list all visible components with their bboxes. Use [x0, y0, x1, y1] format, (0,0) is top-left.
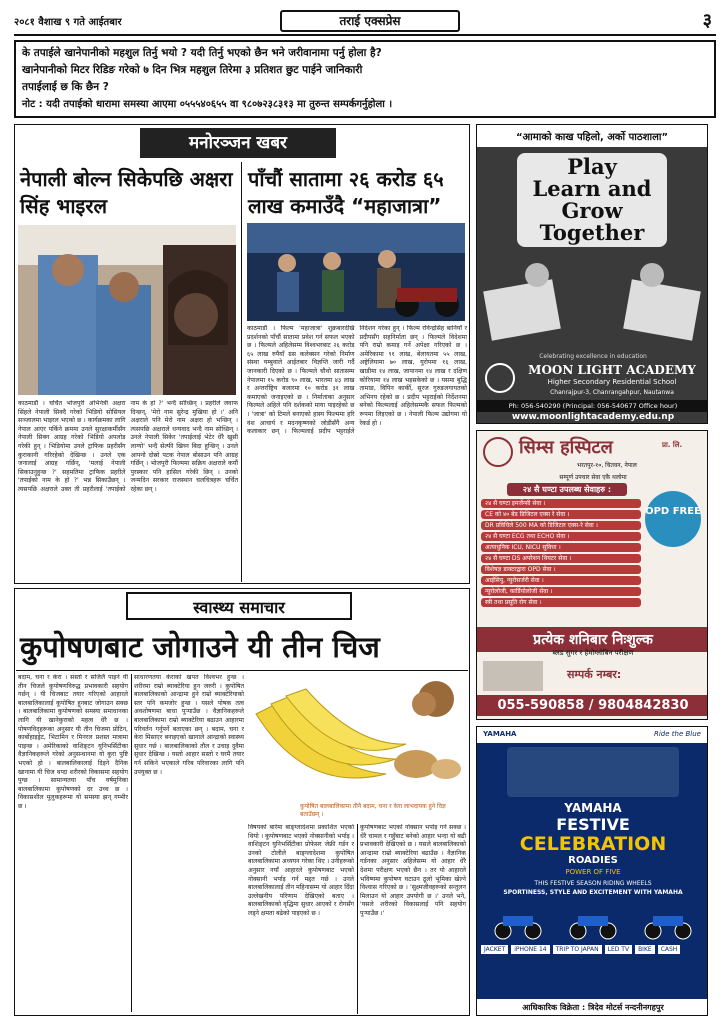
hospital-ad: [476, 430, 708, 720]
service-item: २४ सै घण्टा DS अपरेशन थियटर सेवा ।: [481, 554, 641, 563]
page-header: [14, 8, 716, 36]
prize-item: BIKE: [635, 945, 655, 954]
school-ribbon: Celebrating excellence in education: [539, 353, 647, 360]
yamaha-line3: CELEBRATION: [519, 833, 667, 855]
yamaha-tagline: Ride the Blue: [654, 730, 701, 738]
hospital-contact: 055-590858 / 9804842830: [477, 695, 708, 716]
school-name: MOON LIGHT ACADEMY: [528, 363, 696, 377]
service-item: २४ सै घण्टा इमर्जेन्सी सेवा ।: [481, 499, 641, 508]
service-item: CE को ४० बेड डिजिटल एक्स रे सेवा ।: [481, 510, 641, 519]
hospital-service-list: [481, 497, 641, 609]
story1-body: काठमाडौं । चर्चित भोजपुरी अभिनेत्री अक्षरा सिंहले नेपाली सिक्दै गरेको भिडियो सोसियल सञ्जालमा भाइरल भएको छ । कार्यक्रमका लागि नेपाल आएर पर्किने क्रममा उनले सुरक्षाकर्मीसँग नेपाली सिक्न आग्रह गरेको भिडियो अपलोड गरेकी हुन् । भिडियोमा उनले ट्राफिक प्रहरीसँग कुराकानी गरिरहेको देखिन्छ । उनले एक जनालाई आग्रह गर्छिन्, 'मलाई नेपाली सिकाउनुहुन्छ ?' सहमतिमा ट्राफिक प्रहरीले 'तपाईको नाम के हो ?' भन्न सिकाउँछन् । त्यसपछि अक्षराले उक्त ती प्रहरीलाई 'तपाईको नाम के हो ?' भन्दै सोध्छिन् । प्रहरीले जवाफ दिन्छन्, 'मेरो नाम सुरेन्द्र मुखिया हो ।' अनि अक्षराले पनि मेरो नाम अक्षरा हो भन्छिन् । त्यसपछि अक्षराले धन्यवाद भन्दै नाम सोध्छिन् । उनले नेपाली सिकेर 'तपाईलाई भेटेर धेरै खुसी लाग्यो' भन्दै सेल्फी खिच्न बिदा हुन्छिन् । उनले आफ्नो दोस्रो पटक नेपाल बोसाउन पनि आग्रह गर्छिन् । भोजपुरी फिल्ममा सक्रिय अक्षराले कयौं पुरस्कार पनि हासिल गरेकी छिन् । उनको जन्मदिन सरकार राजस्थान चलचित्रहरू चर्चित रहेका छन् ।: [18, 400, 238, 493]
hospital-offer-sub: ब्लड सुगर र हेमोग्लोबिन परीक्षण: [552, 649, 634, 657]
column-divider: [131, 674, 132, 1012]
prize-item: iPHONE 14: [511, 945, 549, 954]
yamaha-line4: ROADIES: [568, 855, 618, 866]
hospital-offer: प्रत्येक शनिबार निःशुल्क: [477, 627, 708, 652]
health-section-title: स्वास्थ्य समाचार: [126, 592, 352, 620]
banana-nut-photo: [246, 674, 466, 802]
hospital-suffix: प्रा. लि.: [662, 441, 683, 449]
yamaha-line5: POWER OF FIVE: [565, 868, 621, 876]
school-illustration: [477, 255, 708, 355]
school-logo: [485, 363, 515, 393]
headline-rule: [16, 670, 468, 671]
hospital-photo: [483, 661, 543, 691]
school-address: Chanrajpur-3, Chanrangahpur, Nautanwa: [550, 389, 674, 396]
yamaha-sub: THIS FESTIVE SEASON RIDING WHEELS: [534, 880, 652, 887]
prize-strip: [481, 945, 705, 954]
yamaha-footer: आधिकारिक विक्रेता : त्रिदेव मोटर्स नन्दनीनगहपुर: [477, 999, 708, 1016]
yamaha-sub2: SPORTINESS, STYLE AND EXCITEMENT WITH YAMAHA: [503, 889, 683, 896]
school-phone: Ph: 056-540290 (Principal: 056-540677 Office hour): [477, 400, 708, 412]
school-ad: [476, 124, 708, 424]
story2-headline: पाँचौं सातामा २६ करोड ६५ लाख कमाउँदै “महाजात्रा”: [248, 167, 444, 218]
photo-caption: कुपोषित बालबालिकामा तीनै बदाम, चना र केरा लाभदायक हुने विज्ञ बताउँछन् ।: [300, 803, 446, 818]
hospital-intro: सम्पूर्ण उपचार सेवा एकै थलोमा: [559, 474, 627, 481]
column-divider: [357, 824, 358, 1014]
prize-item: CASH: [658, 945, 681, 954]
yamaha-brand: YAMAHA: [483, 730, 517, 738]
newspaper-title: तराई एक्सप्रेस: [280, 10, 460, 32]
prize-item: TRIP TO JAPAN: [553, 945, 602, 954]
service-item: विशेषज्ञ डाक्टरद्वारा OPD सेवा ।: [481, 565, 641, 574]
school-slogan: [517, 153, 667, 247]
health-headline: कुपोषणबाट जोगाउने यी तीन चिज: [20, 630, 380, 664]
service-item: २४ सै घण्टा ECG तथा ECHO सेवा ।: [481, 532, 641, 541]
notice-line-2: खानेपानीको मिटर रिडिङ गरेको ७ दिन भित्र महशुल तिरेमा ३ प्रतिशत छुट पाईने जानिकारी: [22, 64, 363, 76]
bikes-illustration: [483, 901, 703, 941]
school-tagline: “आमाको काख पहिलो, अर्को पाठशाला”: [477, 125, 707, 147]
service-item: अत्याधुनिक ICU, NICU सुविधा ।: [481, 543, 641, 552]
service-item: DR प्रविधिले 500 MA को डिजिटल एक्स-रे सेवा ।: [481, 521, 641, 530]
health-col4: कुपोषणबाट भएको नोक्सान भर्पाइ गर्न सक्छ । धेरै चामल र गहुँबाट बनेको आहार भन्दा यो बढी प्रभावकारी देखिएको छ । यसले बालबालिकाको आन्द्रामा राम्रो ब्याक्टेरिया बढाउँछ । वैज्ञानिक गर्डनका अनुसार अहिलेसम्म यो आहार धेरै देशमा परीक्षण भएको छैन । तर यो आहारले भविष्यमा कुपोषण घटाउन ठूलो भूमिका खेल्ने विश्वास गरिएको छ । 'सुक्ष्मजीवहरूको सन्तुलन मिलाउन यो आहार उपयोगी छ ।' उनले भने, 'यसले शरीरको विकासलाई पनि सहयोग पुर्‍याउँछ ।': [360, 824, 466, 917]
issue-date: २०८१ वैशाख ९ गते आईतबार: [14, 17, 122, 28]
mahajatra-photo: [247, 223, 465, 321]
hospital-services-title: २४ सै घण्टा उपलब्ध सेवाहरु :: [507, 483, 627, 496]
service-item: न्युरोलोजी, कार्डियोलोजी सेवा ।: [481, 587, 641, 596]
yamaha-ad: [476, 726, 708, 1016]
notice-line-1: के तपाईले खानेपानीको महशुल तिर्नु भयो ? यदी तिर्नु भएको छैन भने जरीवानामा पर्नु होला है?: [22, 47, 382, 59]
school-website: www.moonlightacademy.edu.np: [511, 412, 675, 422]
story2-body: काठमाडौं । फिल्म 'महाजात्रा' शुक्रबारदेखि प्रदर्शनको पाँचौं सातामा प्रवेश गर्न सफल भएको छ । फिल्मले अहिलेसम्म विश्वभरबाट २६ करोड ६५ लाख रुपैयाँ ग्रस कलेक्सन गरेको निर्माण संस्था यम्बुवाले आईतबार विज्ञप्ति जारी गर्दै जानकारी दिएको छ । फिल्मले चौथो सातासम्म नेपालमा १५ करोड ९० लाख, भारतमा ४३ लाख र अन्तर्राष्ट्रिय बजारमा १० करोड ३१ लाख कमाएको जनाइएको छ । निर्माताका अनुसार फिल्मले अहिले पनि दर्शकको माया पाइरहेको छ । 'जात्रा' को टिमले बनाएको हास्य फिल्ममा हरि वंश आचार्य र मदनकृष्णको जोडीसँगै अन्य कलाकार छन् । फिल्मलाई प्रदीप भट्टराईले निर्देशन गरेका हुन् । फिल्म रविन्द्रसिंह बानियाँ र प्रदीपसँग सहनिर्माता छन् । फिल्मले विदेशमा पनि राम्रो कमाइ गर्ने अपेक्षा गरिएको छ । अमेरिकामा ९१ लाख, बेलायतमा ५५ लाख, अष्ट्रेलियामा ७० लाख, युरोपमा १६ लाख, खाडीमा १४ लाख, जापानमा १४ लाख र दक्षिण कोरियामा १४ लाख भइसकेको छ । यसमा बुद्धि तामाङ, विपिन कार्की, सुरज गुरुङलगायतको अभिनय रहेको छ । प्रदीप भट्टराईको निर्देशनमा बनेको फिल्मलाई अहिलेसम्मकै सफल फिल्मको रूपमा लिइएको छ । नेपाली फिल्म उद्योगमा यो रेकर्ड हो ।: [247, 325, 467, 436]
column-divider: [241, 162, 242, 582]
page-number: ३: [702, 10, 712, 31]
story1-headline: नेपाली बोल्न सिकेपछि अक्षरा सिंह भाइरल: [20, 167, 233, 218]
hospital-address: भरतपुर-१०, चितवन, नेपाल: [577, 462, 637, 469]
health-col1: बदाम, चना र केरा । सस्तो र सजिलै पाइने यी तीन चिजले कुपोषणविरुद्ध प्रभावकारी सहयोग गर्छन् । यी चिजबाट तयार गरिएको आहारले बालबालिकालाई कुपोषित हुनबाट जोगाउन सक्छ । बालबालिकामा कुपोषणको समस्या समाधानका लागि यी खानेकुराको महत्व धेरै छ । पोषणविद्हरूका अनुसार यी तीन चिजमा प्रोटिन, कार्बोहाइड्रेट, भिटामिन र मिनरल प्रशस्त मात्रामा पाइन्छ । अमेरिकाको वाशिङ्टन युनिभर्सिटीका वैज्ञानिकहरूले गरेको अनुसन्धानमा यो कुरा पुष्टि भएको हो । बालबालिकालाई दिइने दैनिक खानामा यी चिज थप्दा शरीरको विकासमा सहयोग पुग्छ । सामान्यतया पाँच वर्षमुनिका बालबालिकामा कुपोषणको दर उच्च छ । विकासशील मुलुकहरूमा यो समस्या झन् गम्भीर छ ।: [18, 674, 128, 810]
hospital-name: सिम्स हस्पिटल: [519, 437, 613, 458]
entertainment-section-title: मनोरञ्जन खबर: [140, 128, 336, 158]
notice-line-3: तपाईलाई छ कि छैन ?: [22, 81, 109, 93]
riders-illustration: [507, 747, 679, 797]
slogan-1: Play: [567, 154, 617, 179]
slogan-3: Grow: [561, 198, 623, 223]
water-bill-notice: [14, 40, 716, 118]
contact-label: सम्पर्क नम्बर:: [567, 668, 622, 681]
service-item: स्त्री तथा प्रसूति रोग सेवा ।: [481, 598, 641, 607]
health-col3: विषयको बारेमा बाङ्ग्लादेशमा प्रकाशित भएको थियो । कुपोषणबाट भएको नोक्सानीको भर्पाइ । वाशिङ्टन युनिभर्सिटीका प्रोफेसर जेफ्री गर्डन र उनको टोलीले बाङ्ग्लादेशमा कुपोषित बालबालिकामा अध्ययन गरेका थिए । उनीहरूको अनुसार नयाँ आहारले कुपोषणबाट भएको नोक्सानी भर्पाइ गर्न मद्दत गर्छ । उनले बालबालिकालाई तीन महिनासम्म यो आहार दिँदा उल्लेखनीय परिणाम देखिएको बताए । बालबालिकाको वृद्धिमा सुधार आएको र रोगसँग लड्ने क्षमता बढेको पाइएको छ ।: [248, 824, 354, 917]
yamaha-line1: YAMAHA: [564, 801, 622, 815]
hospital-logo: [483, 437, 513, 467]
akshara-photo: [18, 225, 236, 395]
service-item: आईसियु, न्युरोसर्जरी सेवा ।: [481, 576, 641, 585]
slogan-4: Together: [539, 220, 645, 245]
opd-free-badge: OPD FREE: [645, 491, 701, 547]
notice-line-4: नोट : यदी तपाईको धारामा समस्या आएमा ०५५५४०६५५ वा ९८०७२३८३१३ मा तुरुन्त सम्पर्कगर्नुहोला ।: [22, 99, 393, 110]
prize-item: LED TV: [605, 945, 632, 954]
prize-item: JACKET: [481, 945, 508, 954]
health-col2: साधारणतया केराको खपत विश्वभर हुन्छ । शरीरमा राम्रो ब्याक्टेरिया हुन जरुरी । कुपोषित बालबालिकाको आन्द्रामा हुने राम्रो ब्याक्टेरियाको स्तर पनि कमजोर हुन्छ । यसले पोषक तत्व अवशोषणमा बाधा पुर्‍याउँछ । वैज्ञानिकहरूले बालबालिकामा राम्रो ब्याक्टेरिया बढाउन आहारमा परिवर्तन गर्नुपर्ने बताएका छन् । बदाम, चना र केरा मिसाएर बनाइएको खानाले आन्द्राको स्वास्थ्य सुधार गर्छ । बालबालिकाको तौल र उचाइ दुवैमा सुधार देखिन्छ । यस्तो आहार सस्तो र घरमै तयार गर्न सकिने भएकाले गरिब परिवारका लागि पनि उपयुक्त छ ।: [134, 674, 244, 776]
yamaha-line2: FESTIVE: [556, 815, 630, 834]
school-sub: Higher Secondary Residential School: [547, 378, 677, 386]
slogan-2: Learn and: [532, 176, 652, 201]
